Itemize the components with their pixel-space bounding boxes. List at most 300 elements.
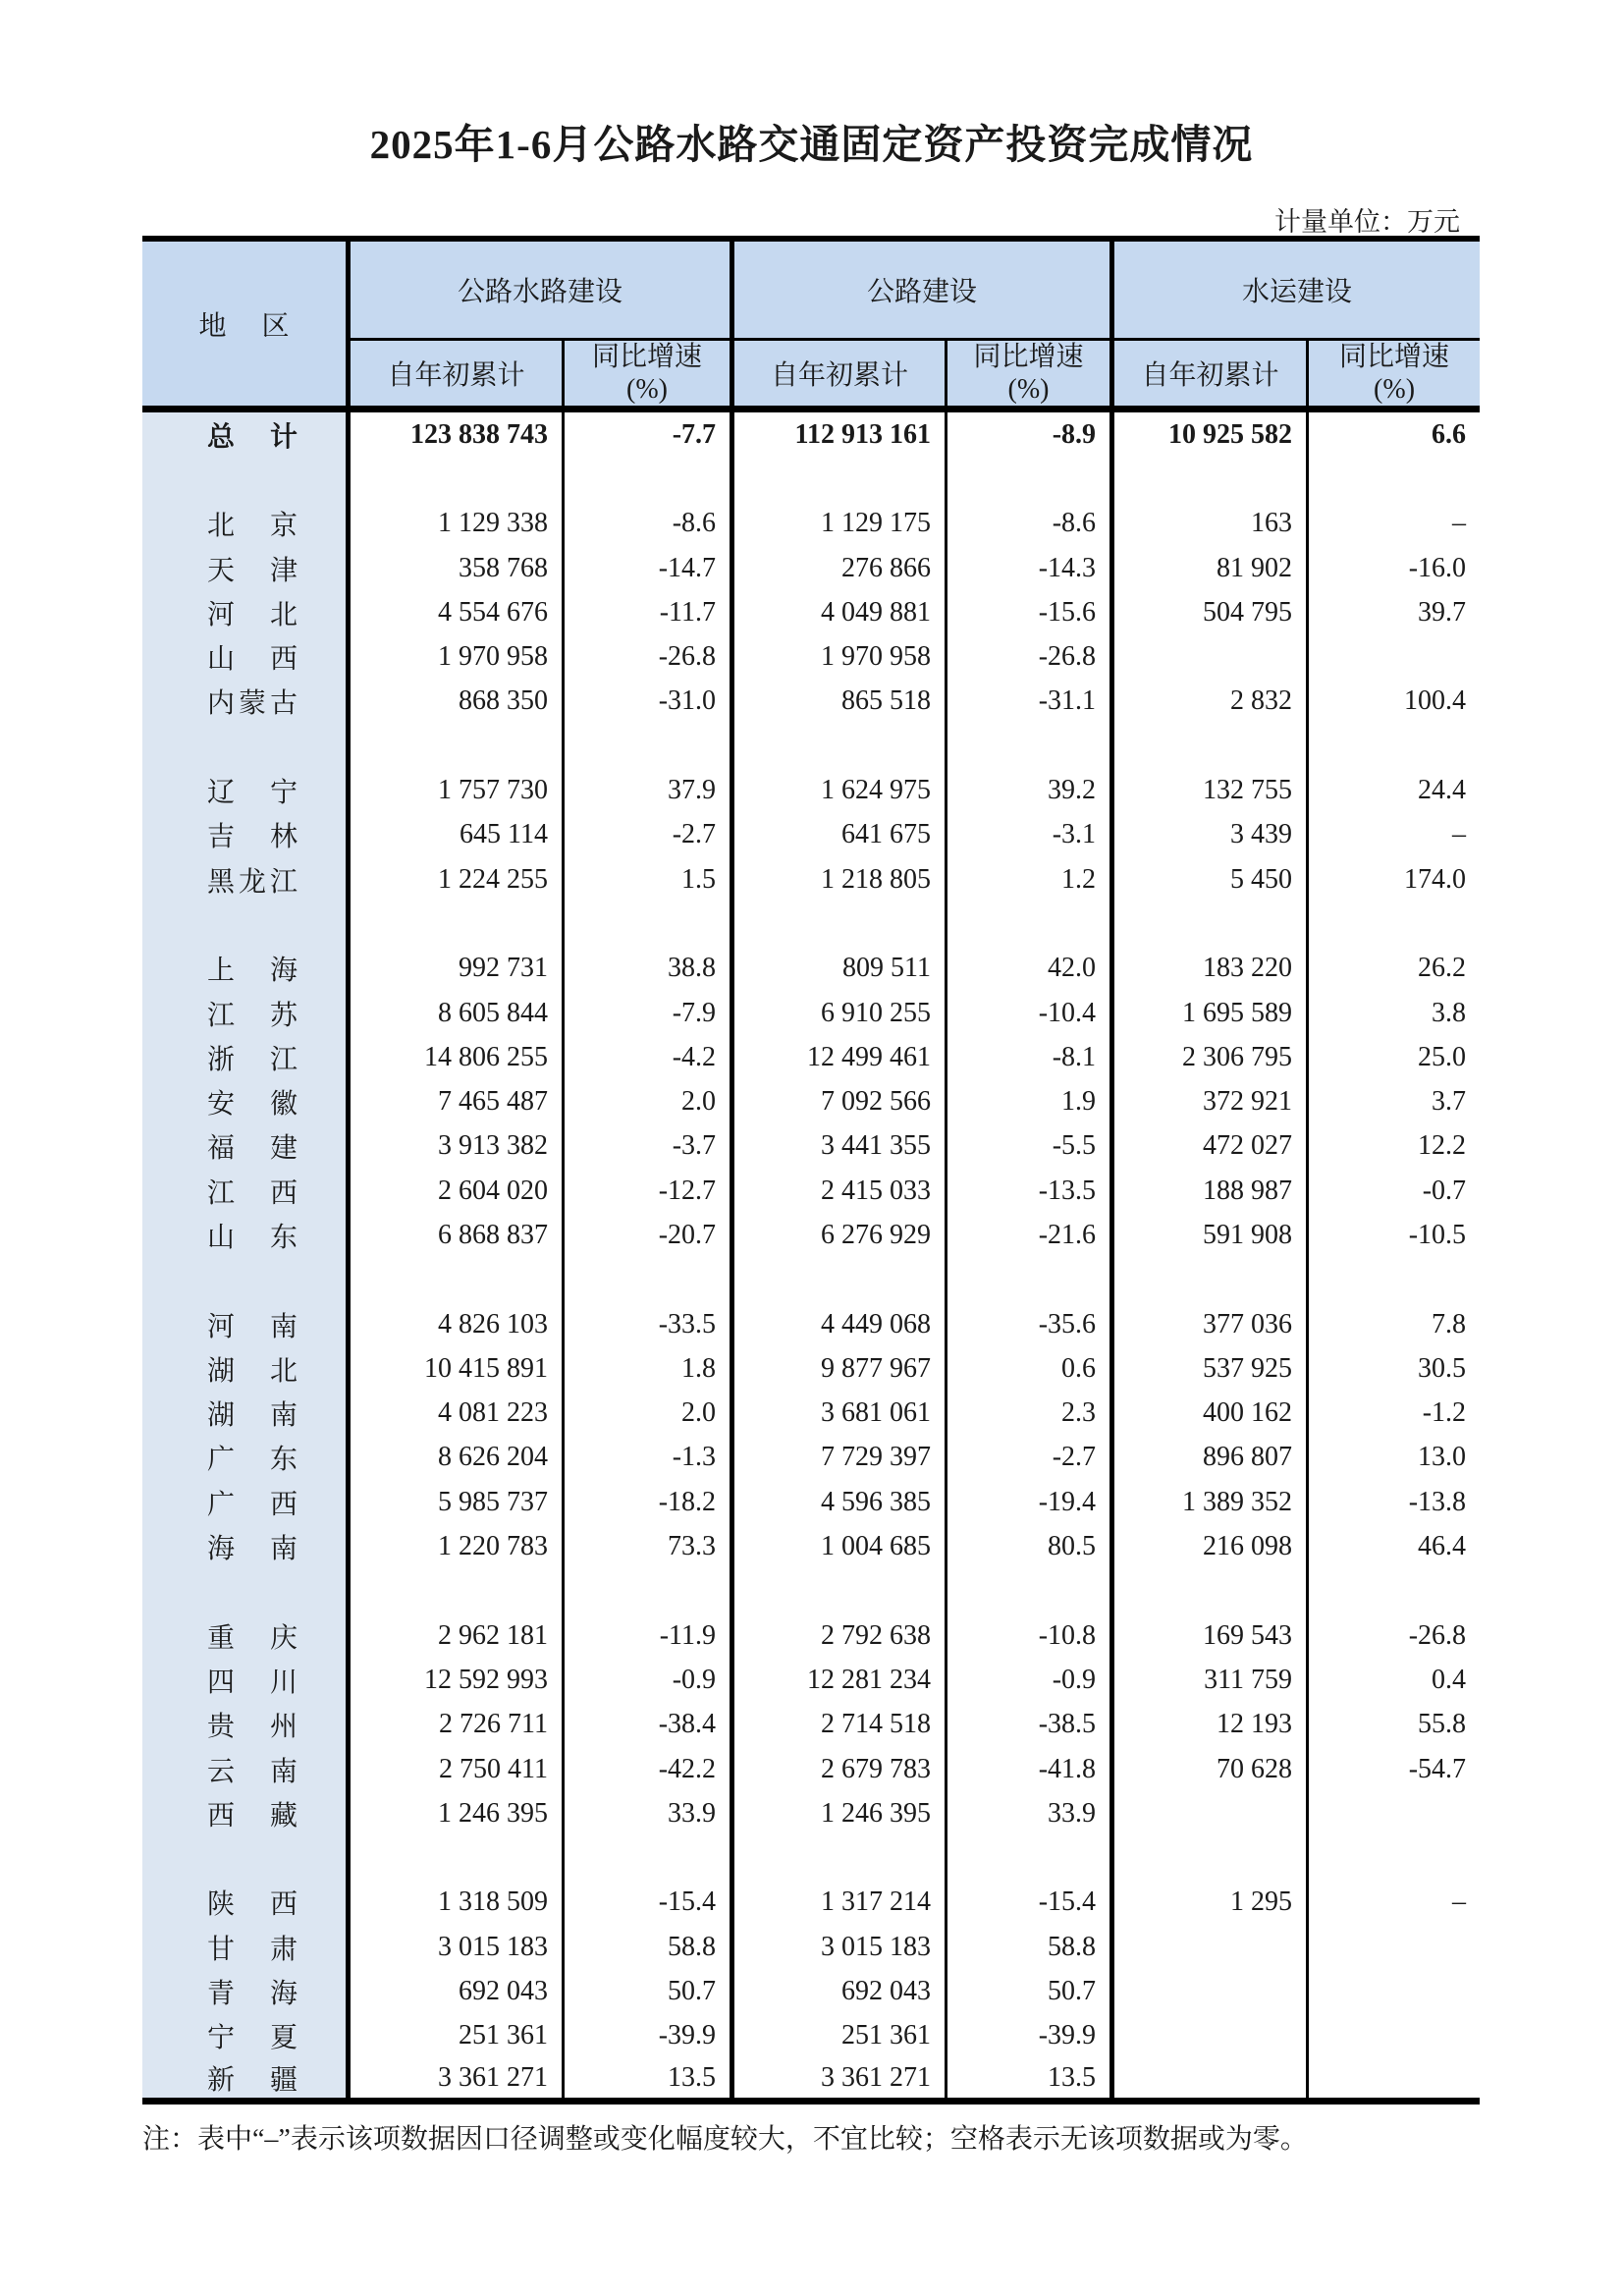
table-container (142, 236, 1480, 2105)
region-label: 西藏 (207, 1800, 298, 1831)
spacer-row (142, 724, 1480, 768)
region-cell (142, 1124, 351, 1169)
value-cell: 1 129 338 (351, 502, 565, 546)
region-cell (142, 1791, 351, 1835)
value-cell: 6 868 837 (351, 1213, 565, 1257)
value-cell: 868 350 (351, 680, 565, 724)
value-cell: 58.8 (565, 1925, 734, 1969)
value-cell (1114, 1969, 1309, 2013)
value-cell: -1.3 (565, 1436, 734, 1480)
value-cell (734, 902, 947, 946)
table-row (142, 1035, 1480, 1079)
value-cell: 12 281 234 (734, 1658, 947, 1702)
value-cell: 2 714 518 (734, 1703, 947, 1747)
value-cell (947, 902, 1114, 946)
region-cell (142, 1169, 351, 1213)
value-cell: 24.4 (1418, 775, 1467, 806)
value-cell: 1 218 805 (734, 857, 947, 902)
value-cell: 4 596 385 (734, 1480, 947, 1524)
region-cell (142, 590, 351, 634)
column-header-growth (947, 341, 1114, 412)
value-cell: 3.8 (1432, 997, 1467, 1028)
region-label: 甘肃 (207, 1934, 298, 1965)
value-cell (1114, 2014, 1309, 2058)
value-cell: -8.9 (947, 412, 1114, 457)
value-cell (351, 1836, 565, 1881)
value-cell: -3.7 (565, 1124, 734, 1169)
value-cell (734, 457, 947, 501)
value-cell: -13.5 (947, 1169, 1114, 1213)
value-cell (1309, 1969, 1480, 2013)
value-cell: 251 361 (734, 2014, 947, 2058)
value-cell: 123 838 743 (351, 412, 565, 457)
value-cell (351, 724, 565, 768)
value-cell: 1 389 352 (1114, 1480, 1309, 1524)
value-cell: 358 768 (351, 546, 565, 590)
value-cell: -39.9 (565, 2014, 734, 2058)
value-cell: 641 675 (734, 813, 947, 857)
region-label: 江西 (207, 1177, 298, 1209)
region-cell (142, 502, 351, 546)
region-label: 青海 (207, 1979, 298, 2010)
value-cell: -15.6 (947, 590, 1114, 634)
value-cell (565, 1258, 734, 1302)
value-cell: 73.3 (565, 1524, 734, 1568)
value-cell: -26.8 (947, 634, 1114, 679)
value-cell: 33.9 (947, 1791, 1114, 1835)
value-cell (947, 1836, 1114, 1881)
region-cell (142, 991, 351, 1035)
value-cell (1114, 2058, 1309, 2105)
value-cell: -8.6 (565, 502, 734, 546)
value-cell: 1.8 (565, 1346, 734, 1391)
value-cell: 377 036 (1114, 1302, 1309, 1346)
table-row (142, 502, 1480, 546)
value-cell: -42.2 (565, 1747, 734, 1791)
table-row (142, 947, 1480, 991)
value-cell (565, 724, 734, 768)
value-cell: 5 985 737 (351, 1480, 565, 1524)
value-cell: 1 317 214 (734, 1881, 947, 1925)
region-label: 重庆 (207, 1622, 298, 1654)
region-cell (142, 947, 351, 991)
value-cell: 1 224 255 (351, 857, 565, 902)
value-cell: -13.8 (1408, 1486, 1467, 1517)
growth-unit: (%) (1374, 374, 1416, 405)
value-cell: -38.4 (565, 1703, 734, 1747)
region-label: 海南 (207, 1534, 298, 1565)
table-row (142, 2058, 1480, 2105)
value-cell (1309, 902, 1480, 946)
value-cell: 591 908 (1114, 1213, 1309, 1257)
value-cell: -10.8 (947, 1613, 1114, 1658)
column-header-cumulative: 自年初累计 (734, 341, 947, 412)
value-cell: 2 832 (1114, 680, 1309, 724)
column-header-region (142, 242, 351, 412)
value-cell (734, 1836, 947, 1881)
value-cell: 13.0 (1418, 1442, 1467, 1473)
value-cell: 2 604 020 (351, 1169, 565, 1213)
value-cell: 55.8 (1418, 1709, 1467, 1740)
value-cell: 4 081 223 (351, 1392, 565, 1436)
value-cell (1309, 2058, 1480, 2105)
value-cell: -41.8 (947, 1747, 1114, 1791)
table-row (142, 1747, 1480, 1791)
value-cell: 12 193 (1114, 1703, 1309, 1747)
region-cell (142, 1258, 351, 1302)
value-cell: 9 877 967 (734, 1346, 947, 1391)
table-row (142, 1213, 1480, 1257)
value-cell: -2.7 (947, 1436, 1114, 1480)
region-cell (142, 680, 351, 724)
value-cell: 3 361 271 (351, 2058, 565, 2105)
value-cell: – (1452, 819, 1467, 850)
value-cell: 3 361 271 (734, 2058, 947, 2105)
value-cell (1309, 1791, 1480, 1835)
column-header-growth (565, 341, 734, 412)
region-label: 河南 (207, 1311, 298, 1342)
table-row (142, 634, 1480, 679)
value-cell: 4 049 881 (734, 590, 947, 634)
value-cell: 50.7 (565, 1969, 734, 2013)
region-label: 湖北 (207, 1355, 298, 1387)
table-row (142, 680, 1480, 724)
region-cell (142, 1658, 351, 1702)
value-cell: 372 921 (1114, 1079, 1309, 1123)
value-cell: -7.7 (565, 412, 734, 457)
table-row (142, 1480, 1480, 1524)
table-body (142, 412, 1480, 2105)
table-row (142, 1436, 1480, 1480)
table-row (142, 412, 1480, 457)
table-row (142, 1703, 1480, 1747)
growth-unit: (%) (1007, 374, 1050, 405)
value-cell: 809 511 (734, 947, 947, 991)
region-cell (142, 1302, 351, 1346)
table-row (142, 1079, 1480, 1123)
value-cell: 692 043 (351, 1969, 565, 2013)
value-cell: -19.4 (947, 1480, 1114, 1524)
value-cell (351, 902, 565, 946)
region-cell (142, 1925, 351, 1969)
value-cell: 174.0 (1404, 863, 1467, 895)
value-cell (734, 724, 947, 768)
value-cell: 311 759 (1114, 1658, 1309, 1702)
region-label: 陕西 (207, 1889, 298, 1921)
value-cell: – (1452, 1886, 1467, 1918)
growth-label: 同比增速 (1339, 342, 1450, 372)
value-cell: -31.0 (565, 680, 734, 724)
table-row (142, 1302, 1480, 1346)
value-cell: 6.6 (1432, 418, 1467, 450)
value-cell: 2 750 411 (351, 1747, 565, 1791)
value-cell (1114, 1836, 1309, 1881)
region-label: 黑龙江 (207, 866, 298, 898)
region-label: 湖南 (207, 1400, 298, 1432)
value-cell (734, 1258, 947, 1302)
value-cell: -0.9 (565, 1658, 734, 1702)
value-cell: 1 624 975 (734, 768, 947, 812)
region-label: 河北 (207, 599, 298, 630)
value-cell: 112 913 161 (734, 412, 947, 457)
value-cell: -2.7 (565, 813, 734, 857)
value-cell: 42.0 (947, 947, 1114, 991)
value-cell: 163 (1114, 502, 1309, 546)
value-cell: – (1452, 508, 1467, 539)
value-cell: 100.4 (1404, 685, 1467, 717)
table-row (142, 590, 1480, 634)
region-cell (142, 1392, 351, 1436)
value-cell: 7 092 566 (734, 1079, 947, 1123)
value-cell: 0.6 (947, 1346, 1114, 1391)
region-cell (142, 1881, 351, 1925)
value-cell: 1 970 958 (351, 634, 565, 679)
region-label: 新疆 (207, 2064, 298, 2096)
region-label: 广东 (207, 1445, 298, 1476)
growth-label: 同比增速 (592, 342, 703, 372)
region-label: 山东 (207, 1222, 298, 1253)
value-cell: -0.9 (947, 1658, 1114, 1702)
value-cell: 2 679 783 (734, 1747, 947, 1791)
region-cell (142, 1480, 351, 1524)
value-cell: 2.0 (565, 1079, 734, 1123)
table-row (142, 546, 1480, 590)
value-cell: 14 806 255 (351, 1035, 565, 1079)
spacer-row (142, 457, 1480, 501)
value-cell: 865 518 (734, 680, 947, 724)
value-cell: 3 681 061 (734, 1392, 947, 1436)
value-cell (1114, 724, 1309, 768)
value-cell: 58.8 (947, 1925, 1114, 1969)
region-label: 四川 (207, 1667, 298, 1698)
spacer-row (142, 902, 1480, 946)
region-cell (142, 813, 351, 857)
region-cell (142, 768, 351, 812)
value-cell: 8 626 204 (351, 1436, 565, 1480)
region-label: 北京 (207, 511, 298, 542)
table-row (142, 813, 1480, 857)
page-title: 2025年1-6月公路水路交通固定资产投资完成情况 (369, 122, 1254, 167)
value-cell: 188 987 (1114, 1169, 1309, 1213)
table-row (142, 1969, 1480, 2013)
value-cell: 6 276 929 (734, 1213, 947, 1257)
region-label: 宁夏 (207, 2023, 298, 2054)
value-cell (1309, 457, 1480, 501)
region-cell (142, 1213, 351, 1257)
investment-table (142, 236, 1480, 2105)
unit-note: 计量单位：万元 (1274, 207, 1460, 237)
region-label: 辽宁 (207, 778, 298, 809)
value-cell: 12 499 461 (734, 1035, 947, 1079)
region-label: 总计 (207, 421, 298, 453)
region-label: 内蒙古 (207, 688, 298, 720)
value-cell: -18.2 (565, 1480, 734, 1524)
value-cell (1309, 1836, 1480, 1881)
value-cell: 2.0 (565, 1392, 734, 1436)
value-cell: -14.3 (947, 546, 1114, 590)
value-cell: 12.2 (1418, 1130, 1467, 1162)
value-cell (1114, 1791, 1309, 1835)
value-cell: 39.7 (1418, 596, 1467, 628)
region-label: 上海 (207, 956, 298, 987)
value-cell: 645 114 (351, 813, 565, 857)
value-cell: 2 306 795 (1114, 1035, 1309, 1079)
region-label: 山西 (207, 644, 298, 676)
value-cell: -4.2 (565, 1035, 734, 1079)
region-cell (142, 1703, 351, 1747)
value-cell: -38.5 (947, 1703, 1114, 1747)
table-row (142, 1524, 1480, 1568)
value-cell: 1 295 (1114, 1881, 1309, 1925)
region-cell (142, 1569, 351, 1613)
table-row (142, 1613, 1480, 1658)
region-cell (142, 2058, 351, 2105)
spacer-row (142, 1569, 1480, 1613)
region-label: 吉林 (207, 822, 298, 853)
value-cell (1114, 634, 1309, 679)
value-cell (734, 1569, 947, 1613)
value-cell: -39.9 (947, 2014, 1114, 2058)
value-cell (1309, 1925, 1480, 1969)
value-cell: 1 246 395 (351, 1791, 565, 1835)
value-cell: 33.9 (565, 1791, 734, 1835)
value-cell: -26.8 (565, 634, 734, 679)
value-cell: 992 731 (351, 947, 565, 991)
value-cell: 276 866 (734, 546, 947, 590)
value-cell: 70 628 (1114, 1747, 1309, 1791)
value-cell: 3.7 (1432, 1086, 1467, 1118)
region-cell (142, 1436, 351, 1480)
value-cell: 472 027 (1114, 1124, 1309, 1169)
value-cell: 13.5 (947, 2058, 1114, 2105)
value-cell: 0.4 (1432, 1664, 1467, 1695)
value-cell: 25.0 (1418, 1041, 1467, 1072)
value-cell: 7 729 397 (734, 1436, 947, 1480)
value-cell: -31.1 (947, 680, 1114, 724)
value-cell: 3 441 355 (734, 1124, 947, 1169)
growth-label: 同比增速 (973, 342, 1084, 372)
value-cell (565, 902, 734, 946)
region-header-label: 地区 (198, 310, 290, 342)
value-cell: 39.2 (947, 768, 1114, 812)
value-cell: 4 449 068 (734, 1302, 947, 1346)
column-header-cumulative: 自年初累计 (351, 341, 565, 412)
region-cell (142, 1079, 351, 1123)
value-cell: 2 962 181 (351, 1613, 565, 1658)
value-cell: -21.6 (947, 1213, 1114, 1257)
region-cell (142, 1613, 351, 1658)
region-cell (142, 1747, 351, 1791)
value-cell: 81 902 (1114, 546, 1309, 590)
table-row (142, 1346, 1480, 1391)
value-cell: 1 757 730 (351, 768, 565, 812)
table-row (142, 1658, 1480, 1702)
value-cell: -5.5 (947, 1124, 1114, 1169)
value-cell: 13.5 (565, 2058, 734, 2105)
value-cell: 1 970 958 (734, 634, 947, 679)
value-cell: 3 439 (1114, 813, 1309, 857)
value-cell: -15.4 (947, 1881, 1114, 1925)
value-cell (1114, 1569, 1309, 1613)
value-cell: 8 605 844 (351, 991, 565, 1035)
region-cell (142, 1969, 351, 2013)
value-cell: -0.7 (1422, 1175, 1467, 1206)
region-cell (142, 634, 351, 679)
table-header (142, 242, 1480, 412)
value-cell: 1 695 589 (1114, 991, 1309, 1035)
region-cell (142, 546, 351, 590)
value-cell (565, 1569, 734, 1613)
region-cell (142, 1524, 351, 1568)
region-cell (142, 857, 351, 902)
value-cell: 2.3 (947, 1392, 1114, 1436)
value-cell: 896 807 (1114, 1436, 1309, 1480)
value-cell: -8.1 (947, 1035, 1114, 1079)
region-label: 云南 (207, 1756, 298, 1787)
value-cell: 1 004 685 (734, 1524, 947, 1568)
value-cell (1309, 1569, 1480, 1613)
column-group-highway-waterway: 公路水路建设 (351, 242, 734, 341)
value-cell (1114, 457, 1309, 501)
region-cell (142, 2014, 351, 2058)
value-cell: 1 318 509 (351, 1881, 565, 1925)
value-cell: 1 129 175 (734, 502, 947, 546)
value-cell: 504 795 (1114, 590, 1309, 634)
value-cell: -14.7 (565, 546, 734, 590)
value-cell (947, 457, 1114, 501)
value-cell: 2 415 033 (734, 1169, 947, 1213)
value-cell: -20.7 (565, 1213, 734, 1257)
value-cell (1309, 2014, 1480, 2058)
value-cell: 3 015 183 (734, 1925, 947, 1969)
value-cell (351, 1258, 565, 1302)
value-cell: 4 554 676 (351, 590, 565, 634)
value-cell: 46.4 (1418, 1531, 1467, 1562)
value-cell: 10 925 582 (1114, 412, 1309, 457)
value-cell (1114, 1258, 1309, 1302)
column-group-waterway: 水运建设 (1114, 242, 1480, 341)
value-cell (1309, 1258, 1480, 1302)
value-cell: -1.2 (1422, 1397, 1467, 1429)
column-header-cumulative: 自年初累计 (1114, 341, 1309, 412)
value-cell: -33.5 (565, 1302, 734, 1346)
value-cell: 80.5 (947, 1524, 1114, 1568)
value-cell: -10.4 (947, 991, 1114, 1035)
value-cell (351, 1569, 565, 1613)
table-row (142, 1169, 1480, 1213)
region-label: 浙江 (207, 1044, 298, 1075)
spacer-row (142, 1836, 1480, 1881)
value-cell: 37.9 (565, 768, 734, 812)
value-cell: 38.8 (565, 947, 734, 991)
value-cell: 400 162 (1114, 1392, 1309, 1436)
value-cell: -35.6 (947, 1302, 1114, 1346)
value-cell: 10 415 891 (351, 1346, 565, 1391)
value-cell: -10.5 (1408, 1219, 1467, 1250)
value-cell: 26.2 (1418, 953, 1467, 984)
growth-unit: (%) (626, 374, 668, 405)
region-cell (142, 902, 351, 946)
value-cell: 216 098 (1114, 1524, 1309, 1568)
region-cell (142, 412, 351, 457)
table-row (142, 857, 1480, 902)
value-cell: 1.2 (947, 857, 1114, 902)
value-cell (565, 457, 734, 501)
value-cell: 537 925 (1114, 1346, 1309, 1391)
spacer-row (142, 1258, 1480, 1302)
value-cell: 2 726 711 (351, 1703, 565, 1747)
value-cell: 183 220 (1114, 947, 1309, 991)
